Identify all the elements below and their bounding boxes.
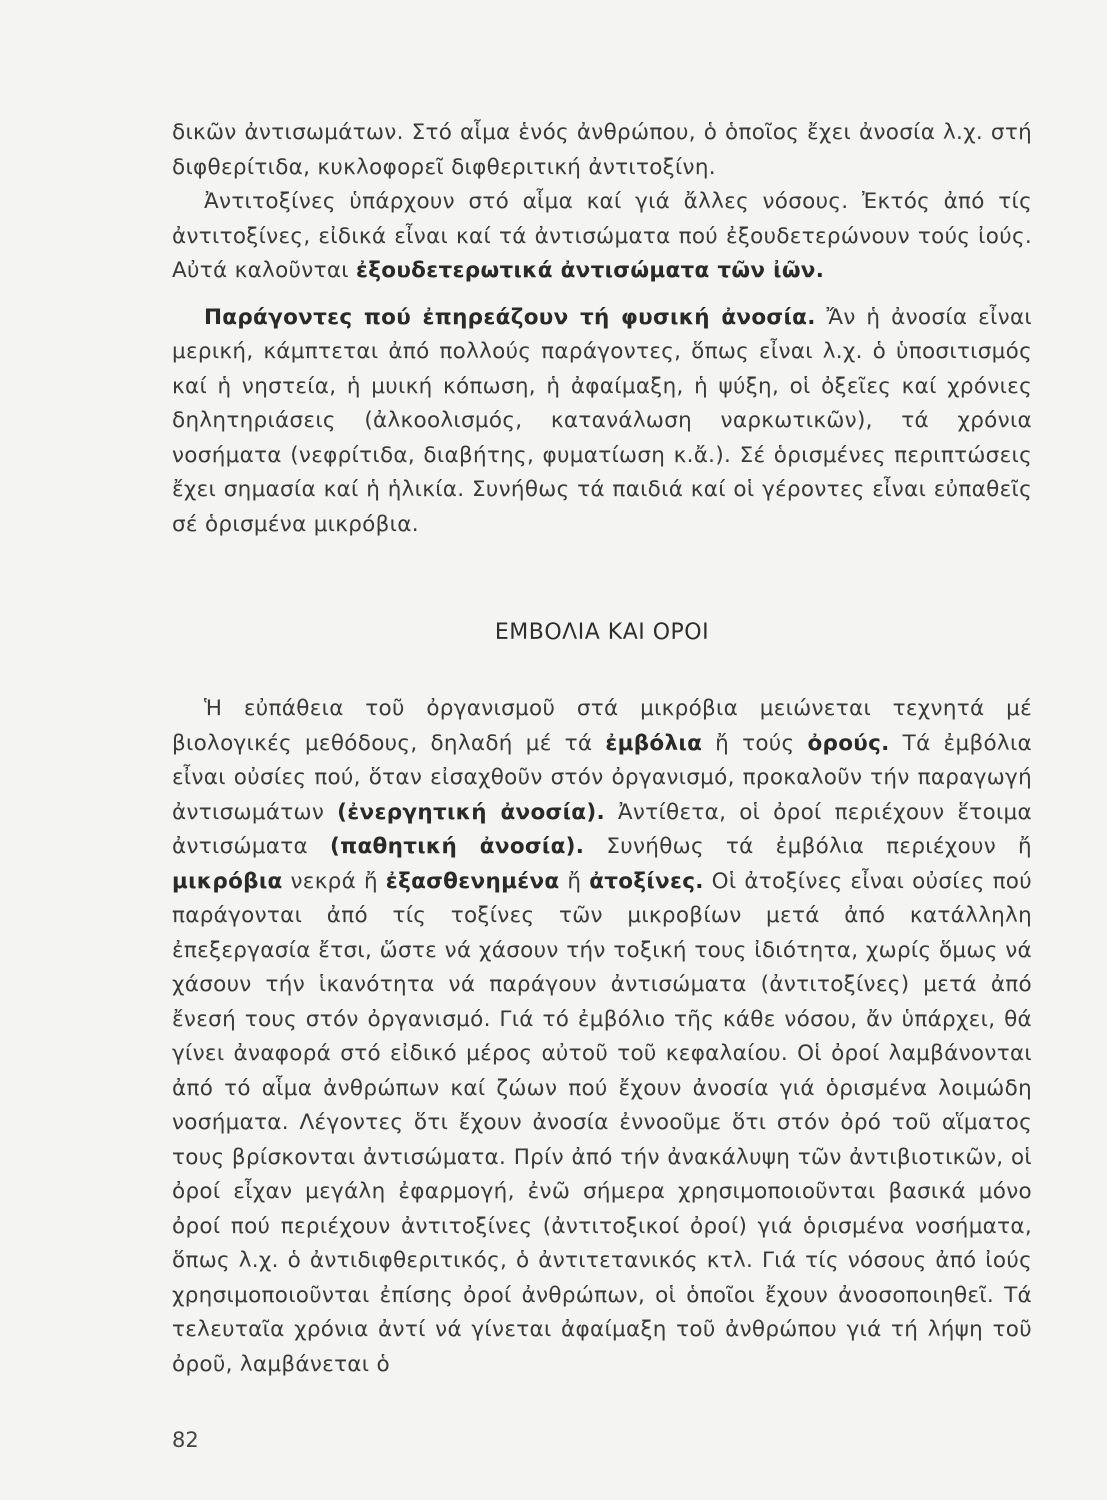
text-block-vaccines <box>172 692 1032 1382</box>
text-run: Οἱ ἀτοξίνες εἶναι οὐσίες πού παράγονται ἀπό τίς τοξίνες τῶν μικροβίων μετά ἀπό κατάλληλη ἐπεξεργασία ἔτσι, ὥστε νά χάσουν τήν τοξική τους ἰδιότητα, χωρίς ὅμως νά χάσουν τήν ἱκανότητα νά παράγουν ἀντισώματα (ἀντιτοξίνες) μετά ἀπό ἔνεσή τους στόν ὀργανισμό. Γιά τό ἐμβόλιο τῆς κάθε νόσου, ἄν ὑπάρχει, θά γίνει ἀναφορά στό εἰδικό μέρος αὐτοῦ τοῦ κεφαλαίου. Οἱ ὀροί λαμβάνονται ἀπό τό αἷμα ἀνθρώπων καί ζώων πού ἔχουν ἀνοσία γιά ὁρισμένα λοιμώδη νοσήματα. Λέγοντες ὅτι ἔχουν ἀνοσία ἐννοοῦμε ὅτι στόν ὀρό τοῦ αἵματος τους βρίσκονται ἀντισώματα. Πρίν ἀπό τήν ἀνακάλυψη τῶν ἀντιβιοτικῶν, οἱ ὀροί εἶχαν μεγάλη ἐφαρμογή, ἐνῶ σήμερα χρησιμοποιοῦνται βασικά μόνο ὀροί πού περιέχουν ἀντιτοξίνες (ἀντιτοξικοί ὀροί) γιά ὁρισμένα νοσήματα, ὅπως λ.χ. ὁ ἀντιδιφθεριτικός, ὁ ἀντιτετανικός κτλ. Γιά τίς νόσους ἀπό ἰούς χρησιμοποιοῦνται ἐπίσης ὀροί ἀνθρώπων, οἱ ὁποῖοι ἔχουν ἀνοσοποιηθεῖ. Τά τελευταῖα χρόνια ἀντί νά γίνεται ἀφαίμαξη τοῦ ἀνθρώπου γιά τή λήψη τοῦ ὀροῦ, λαμβάνεται ὁ <box>172 868 1033 1377</box>
text-block-top <box>172 116 1032 542</box>
term-passive-immunity: (παθητική ἀνοσία). <box>330 834 585 859</box>
section-heading: ΕΜΒΟΛΙΑ ΚΑΙ ΟΡΟΙ <box>494 620 710 645</box>
paragraph-factors <box>172 301 1032 543</box>
page-number: 82 <box>172 1428 199 1452</box>
paragraph-vaccines <box>172 692 1032 1382</box>
paragraph-continuation: δικῶν ἀντισωμάτων. Στό αἷμα ἑνός ἀνθρώπου, ὁ ὁποῖος ἔχει ἀνοσία λ.χ. στή διφθερίτιδα, κυκλοφορεῖ διφθεριτική ἀντιτοξίνη. <box>172 120 1032 180</box>
subheading-factors: Παράγοντες πού ἐπηρεάζουν τή φυσική ἀνοσία. <box>204 304 816 330</box>
paragraph-antitoxins-text: Ἀντιτοξίνες ὑπάρχουν στό αἷμα καί γιά ἄλλες νόσους. Ἐκτός ἀπό τίς ἀντιτοξίνες, εἰδικά εἶναι καί τά ἀντισώματα πού ἐξουδετερώνουν τούς ἰούς. Αὐτά καλοῦνται <box>172 189 1032 283</box>
term-vaccines: ἐμβόλια <box>605 730 703 756</box>
term-toxoids: ἀτοξίνες. <box>589 868 704 894</box>
term-active-immunity: (ἐνεργητική ἀνοσία). <box>337 799 605 825</box>
text-run: ἤ <box>559 868 590 894</box>
paragraph-antitoxins <box>172 185 1032 289</box>
term-microbes: μικρόβια <box>172 868 283 894</box>
text-run: νεκρά ἤ <box>282 868 386 894</box>
text-run: Ἡ εὐπάθεια τοῦ ὀργανισμοῦ στά μικρόβια μειώνεται τεχνητά μέ βιολογικές μεθόδους, δηλαδή μέ τά <box>172 696 1032 756</box>
term-serums: ὀρούς. <box>807 730 890 756</box>
text-run: Συνήθως τά ἐμβόλια περιέχουν ἤ <box>584 834 1032 859</box>
paragraph-factors-text: Ἄν ἡ ἀνοσία εἶναι μερική, κάμπτεται ἀπό πολλούς παράγοντες, ὅπως εἶναι λ.χ. ὁ ὑποσιτισμός καί ἡ νηστεία, ἡ μυική κόπωση, ἡ ἀφαίμαξη, ἡ ψύξη, οἱ ὀξεῖες καί χρόνιες δηλητηριάσεις (ἀλκοολισμός, κατανάλωση ναρκωτικῶν), τά χρόνια νοσήματα (νεφρίτιδα, διαβήτης, φυματίωση κ.ἄ.). Σέ ὁρισμένες περιπτώσεις ἔχει σημασία καί ἡ ἡλικία. Συνήθως τά παιδιά καί οἱ γέροντες εἶναι εὐπαθεῖς σέ ὁρισμένα μικρόβια. <box>172 304 1033 537</box>
text-run: ἤ τούς <box>702 730 808 756</box>
text-run: Τά ἐμβόλια εἶναι οὐσίες πού, ὅταν εἰσαχθοῦν στόν ὀργανισμό, προκαλοῦν τήν παραγωγή ἀντισωμάτων <box>172 730 1033 825</box>
term-neutralizing-antibodies: ἐξουδετερωτικά ἀντισώματα τῶν ἰῶν. <box>356 258 825 283</box>
term-attenuated: ἐξασθενημένα <box>385 868 560 894</box>
text-run: Ἀντίθετα, οἱ ὀροί περιέχουν ἕτοιμα ἀντισώματα <box>172 799 1033 859</box>
